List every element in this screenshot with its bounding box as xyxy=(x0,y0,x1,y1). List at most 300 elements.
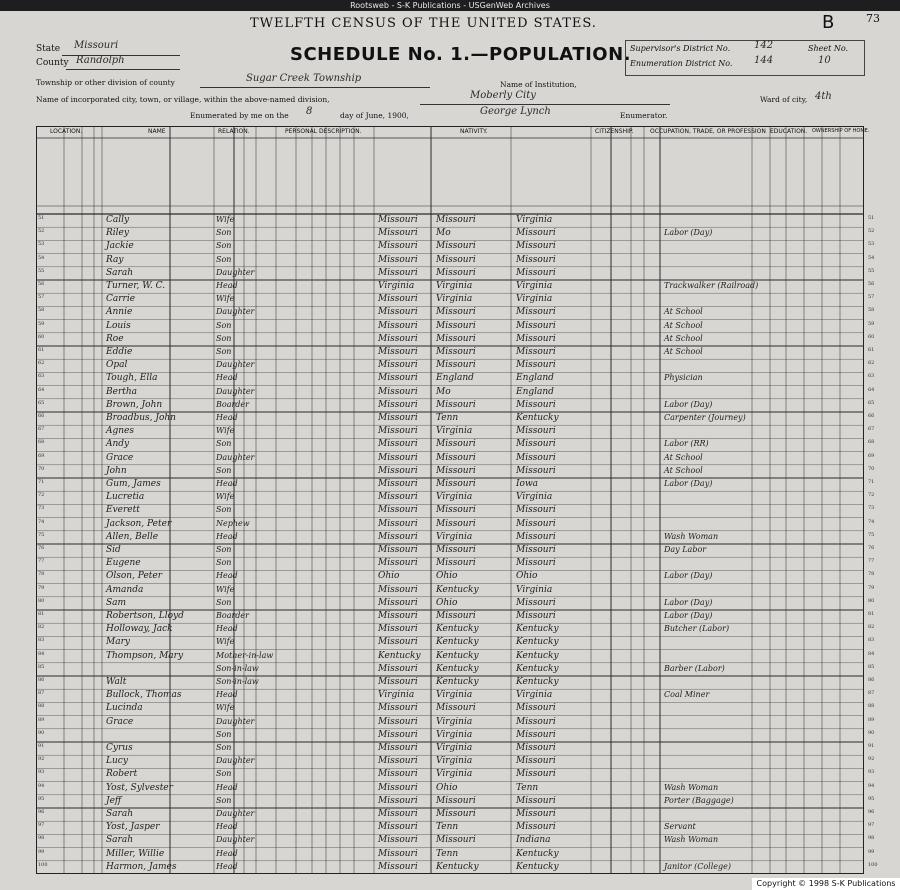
birthplace-cell: Missouri xyxy=(378,624,418,635)
row-number-right: 65 xyxy=(868,399,875,406)
person-name: Mary xyxy=(106,637,130,648)
birthplace-cell: Missouri xyxy=(378,809,418,819)
birthplace-cell: Missouri xyxy=(378,492,418,503)
birthplace-cell: Missouri xyxy=(378,545,418,555)
person-name: Allen, Belle xyxy=(106,531,159,542)
birthplace-cell: Missouri xyxy=(378,452,418,463)
mother-birthplace-cell: Kentucky xyxy=(516,677,559,687)
birthplace-cell: Missouri xyxy=(378,677,418,687)
mother-birthplace-cell: Missouri xyxy=(516,267,556,278)
row-number: 83 xyxy=(38,637,45,644)
birthplace-cell: Missouri xyxy=(378,795,418,806)
relation-cell: Head xyxy=(216,413,238,422)
father-birthplace-cell: Missouri xyxy=(436,360,476,371)
occupation-cell: Wash Woman xyxy=(664,835,719,845)
row-number: 53 xyxy=(38,241,45,248)
row-number-right: 87 xyxy=(868,690,875,697)
row-number: 65 xyxy=(38,399,45,406)
row-number-right: 84 xyxy=(868,650,875,657)
person-name: Bertha xyxy=(106,386,138,397)
mother-birthplace-cell: Missouri xyxy=(516,756,556,767)
row-number: 80 xyxy=(38,597,45,604)
person-name: Annie xyxy=(106,307,133,318)
relation-cell: Mother-in-law xyxy=(216,650,274,660)
row-number-right: 69 xyxy=(868,452,875,459)
relation-cell: Son xyxy=(216,254,232,264)
row-number-right: 70 xyxy=(868,465,875,472)
enumerated-label: Enumerated by me on the xyxy=(190,111,289,120)
father-birthplace-cell: Virginia xyxy=(436,690,473,701)
father-birthplace-cell: Missouri xyxy=(436,558,476,569)
row-number-right: 64 xyxy=(868,386,875,393)
row-number-right: 61 xyxy=(868,347,875,353)
relation-cell: Daughter xyxy=(216,386,255,396)
relation-cell: Son xyxy=(216,320,232,330)
person-name: Grace xyxy=(106,452,134,463)
father-birthplace-cell: Missouri xyxy=(436,307,476,318)
row-number-right: 60 xyxy=(868,333,875,340)
person-name: Lucretia xyxy=(106,492,145,503)
row-number-right: 93 xyxy=(868,769,875,776)
relation-cell: Son xyxy=(216,465,232,475)
father-birthplace-cell: Virginia xyxy=(436,729,473,740)
person-name: Amanda xyxy=(106,584,144,595)
relation-cell: Head xyxy=(216,861,238,871)
father-birthplace-cell: Ohio xyxy=(436,571,458,582)
father-birthplace-cell: Virginia xyxy=(436,531,473,542)
mother-birthplace-cell: Virginia xyxy=(516,294,553,305)
relation-cell: Son xyxy=(216,769,232,779)
sheet-value: 10 xyxy=(818,55,831,66)
mother-birthplace-cell: Missouri xyxy=(516,465,556,476)
birthplace-cell: Missouri xyxy=(378,584,418,595)
enumeration-value: 144 xyxy=(754,55,774,66)
township-line xyxy=(200,87,430,88)
occupation-cell: Labor (Day) xyxy=(664,597,713,607)
person-name: Broadbus, John xyxy=(106,413,176,423)
birthplace-cell: Missouri xyxy=(378,307,418,318)
row-number-right: 82 xyxy=(868,624,875,631)
institution-label: Name of Institution, xyxy=(500,80,577,89)
father-birthplace-cell: Kentucky xyxy=(436,650,479,661)
row-number-right: 56 xyxy=(868,281,875,287)
father-birthplace-cell: Ohio xyxy=(436,782,458,793)
birthplace-cell: Missouri xyxy=(378,399,418,410)
occupation-cell: Labor (Day) xyxy=(664,399,713,409)
father-birthplace-cell: Missouri xyxy=(436,611,476,621)
state-label: State xyxy=(36,44,61,54)
birthplace-cell: Missouri xyxy=(378,637,418,648)
father-birthplace-cell: Virginia xyxy=(436,743,473,753)
row-number-right: 91 xyxy=(868,743,875,749)
mother-birthplace-cell: Missouri xyxy=(516,809,556,819)
row-number: 86 xyxy=(38,677,45,683)
mother-birthplace-cell: Missouri xyxy=(516,241,556,252)
father-birthplace-cell: Virginia xyxy=(436,769,473,780)
row-number-right: 83 xyxy=(868,637,875,644)
birthplace-cell: Missouri xyxy=(378,729,418,740)
relation-cell: Daughter xyxy=(216,452,255,462)
father-birthplace-cell: Missouri xyxy=(436,465,476,476)
relation-cell: Son xyxy=(216,439,232,449)
father-birthplace-cell: Missouri xyxy=(436,809,476,819)
relation-cell: Wife xyxy=(216,703,235,713)
mother-birthplace-cell: Missouri xyxy=(516,347,556,357)
row-number: 87 xyxy=(38,690,45,697)
father-birthplace-cell: Kentucky xyxy=(436,861,479,872)
ward-value: 4th xyxy=(815,91,832,102)
person-name: Roe xyxy=(106,333,124,344)
row-number-right: 96 xyxy=(868,809,875,815)
row-number: 88 xyxy=(38,703,45,710)
row-number-right: 59 xyxy=(868,320,875,327)
birthplace-cell: Missouri xyxy=(378,848,418,859)
person-name: Gum, James xyxy=(106,479,161,489)
birthplace-cell: Missouri xyxy=(378,267,418,278)
row-number: 92 xyxy=(38,756,45,763)
row-number: 95 xyxy=(38,795,45,802)
person-name: Eddie xyxy=(106,347,133,357)
person-name: Cyrus xyxy=(106,743,133,753)
father-birthplace-cell: Missouri xyxy=(436,347,476,357)
person-name: Agnes xyxy=(106,426,135,437)
row-number-right: 98 xyxy=(868,835,875,842)
row-number-right: 75 xyxy=(868,531,875,538)
row-number-right: 72 xyxy=(868,492,875,499)
person-name: Opal xyxy=(106,360,128,371)
county-label: County xyxy=(36,58,69,68)
person-name: Yost, Jasper xyxy=(106,822,160,833)
mother-birthplace-cell: Missouri xyxy=(516,795,556,806)
relation-cell: Son xyxy=(216,241,232,251)
row-number: 52 xyxy=(38,228,45,235)
mother-birthplace-cell: Missouri xyxy=(516,505,556,516)
occupation-cell: Carpenter (Journey) xyxy=(664,413,746,422)
relation-cell: Son xyxy=(216,347,232,356)
mother-birthplace-cell: Missouri xyxy=(516,439,556,450)
birthplace-cell: Missouri xyxy=(378,597,418,608)
ward-label: Ward of city, xyxy=(760,95,808,104)
birthplace-cell: Missouri xyxy=(378,782,418,793)
relation-cell: Boarder xyxy=(216,399,249,409)
birthplace-cell: Missouri xyxy=(378,386,418,397)
father-birthplace-cell: Mo xyxy=(436,228,451,239)
relation-cell: Son xyxy=(216,333,232,343)
relation-cell: Daughter xyxy=(216,716,255,726)
section-location: LOCATION. xyxy=(50,128,83,135)
row-number: 54 xyxy=(38,254,45,261)
relation-cell: Son xyxy=(216,795,232,805)
mother-birthplace-cell: Missouri xyxy=(516,597,556,608)
row-number-right: 66 xyxy=(868,413,875,419)
birthplace-cell: Missouri xyxy=(378,822,418,833)
relation-cell: Daughter xyxy=(216,835,255,845)
person-name: Miller, Willie xyxy=(106,848,165,859)
father-birthplace-cell: Missouri xyxy=(436,835,476,846)
relation-cell: Son xyxy=(216,558,232,568)
person-name: Sid xyxy=(106,545,121,555)
relation-cell: Nephew xyxy=(216,518,250,528)
mother-birthplace-cell: Missouri xyxy=(516,558,556,569)
incorporated-line xyxy=(420,104,670,105)
person-name: Jackson, Peter xyxy=(106,518,172,529)
row-number-right: 97 xyxy=(868,822,875,829)
father-birthplace-cell: Kentucky xyxy=(436,663,479,674)
father-birthplace-cell: Missouri xyxy=(436,320,476,331)
row-number-right: 67 xyxy=(868,426,875,433)
father-birthplace-cell: Kentucky xyxy=(436,584,479,595)
row-number: 56 xyxy=(38,281,45,287)
mother-birthplace-cell: Missouri xyxy=(516,611,556,621)
row-number-right: 94 xyxy=(868,782,875,789)
birthplace-cell: Missouri xyxy=(378,373,418,384)
father-birthplace-cell: Ohio xyxy=(436,597,458,608)
birthplace-cell: Missouri xyxy=(378,439,418,450)
state-value: Missouri xyxy=(74,40,119,51)
row-number: 96 xyxy=(38,809,45,815)
father-birthplace-cell: Missouri xyxy=(436,215,476,225)
relation-cell: Head xyxy=(216,571,238,581)
occupation-cell: Labor (Day) xyxy=(664,479,713,488)
relation-cell: Wife xyxy=(216,492,235,502)
enumerated-day: 8 xyxy=(306,106,313,117)
mother-birthplace-cell: Tenn xyxy=(516,782,539,793)
row-number-right: 76 xyxy=(868,545,875,551)
row-number: 75 xyxy=(38,531,45,538)
mother-birthplace-cell: Kentucky xyxy=(516,624,559,635)
father-birthplace-cell: Missouri xyxy=(436,254,476,265)
person-name: Lucy xyxy=(106,756,128,767)
birthplace-cell: Kentucky xyxy=(378,650,421,661)
row-number-right: 73 xyxy=(868,505,875,512)
father-birthplace-cell: Tenn xyxy=(436,848,459,859)
father-birthplace-cell: Missouri xyxy=(436,267,476,278)
row-number-right: 54 xyxy=(868,254,875,261)
row-number: 74 xyxy=(38,518,45,525)
occupation-cell: At School xyxy=(664,347,703,356)
row-number: 64 xyxy=(38,386,45,393)
birthplace-cell: Missouri xyxy=(378,716,418,727)
father-birthplace-cell: Missouri xyxy=(436,333,476,344)
row-number: 55 xyxy=(38,267,45,274)
section-education: EDUCATION. xyxy=(770,128,808,135)
birthplace-cell: Missouri xyxy=(378,320,418,331)
row-number: 58 xyxy=(38,307,45,314)
person-name: Cally xyxy=(106,215,130,225)
birthplace-cell: Missouri xyxy=(378,294,418,305)
row-number-right: 74 xyxy=(868,518,875,525)
row-number: 63 xyxy=(38,373,45,380)
mother-birthplace-cell: Ohio xyxy=(516,571,538,582)
birthplace-cell: Missouri xyxy=(378,663,418,674)
mother-birthplace-cell: Kentucky xyxy=(516,848,559,859)
mother-birthplace-cell: Kentucky xyxy=(516,663,559,674)
row-number: 67 xyxy=(38,426,45,433)
person-name: Harmon, James xyxy=(106,861,177,872)
birthplace-cell: Missouri xyxy=(378,254,418,265)
enumerator-label: Enumerator. xyxy=(620,111,668,120)
person-name: Thompson, Mary xyxy=(106,650,184,661)
father-birthplace-cell: Tenn xyxy=(436,413,459,423)
person-name: Robert xyxy=(106,769,138,780)
mother-birthplace-cell: Missouri xyxy=(516,716,556,727)
birthplace-cell: Missouri xyxy=(378,360,418,371)
sheet-letter: B xyxy=(822,12,835,33)
person-name: Eugene xyxy=(106,558,141,569)
row-number-right: 81 xyxy=(868,611,875,617)
row-number-right: 52 xyxy=(868,228,875,235)
row-number-right: 51 xyxy=(868,215,875,221)
relation-cell: Son xyxy=(216,505,232,515)
mother-birthplace-cell: Missouri xyxy=(516,426,556,437)
relation-cell: Son-in-law xyxy=(216,663,259,673)
person-name: Louis xyxy=(106,320,131,331)
row-number-right: 53 xyxy=(868,241,875,248)
birthplace-cell: Missouri xyxy=(378,756,418,767)
relation-cell: Daughter xyxy=(216,360,255,370)
row-number: 71 xyxy=(38,479,45,485)
father-birthplace-cell: Missouri xyxy=(436,795,476,806)
section-relation: RELATION. xyxy=(218,128,250,135)
row-number-right: 78 xyxy=(868,571,875,578)
mother-birthplace-cell: Missouri xyxy=(516,399,556,410)
birthplace-cell: Missouri xyxy=(378,413,418,423)
mother-birthplace-cell: Missouri xyxy=(516,452,556,463)
relation-cell: Daughter xyxy=(216,267,255,277)
occupation-cell: Wash Woman xyxy=(664,782,719,792)
father-birthplace-cell: Kentucky xyxy=(436,624,479,635)
father-birthplace-cell: Virginia xyxy=(436,492,473,503)
mother-birthplace-cell: Missouri xyxy=(516,518,556,529)
occupation-cell: At School xyxy=(664,452,703,462)
father-birthplace-cell: Missouri xyxy=(436,399,476,410)
row-number-right: 89 xyxy=(868,716,875,723)
relation-cell: Son-in-law xyxy=(216,677,259,686)
person-name: Jeff xyxy=(106,795,122,806)
township-value: Sugar Creek Township xyxy=(246,73,362,84)
mother-birthplace-cell: Missouri xyxy=(516,320,556,331)
occupation-cell: Janitor (College) xyxy=(664,861,731,871)
person-name: Sarah xyxy=(106,835,133,846)
person-name: Walt xyxy=(106,677,127,687)
occupation-cell: At School xyxy=(664,333,703,343)
row-number: 81 xyxy=(38,611,45,617)
row-number-right: 92 xyxy=(868,756,875,763)
row-number: 66 xyxy=(38,413,45,419)
birthplace-cell: Missouri xyxy=(378,835,418,846)
birthplace-cell: Missouri xyxy=(378,769,418,780)
row-number: 68 xyxy=(38,439,45,446)
person-name: Sam xyxy=(106,597,127,608)
mother-birthplace-cell: Iowa xyxy=(516,479,539,489)
relation-cell: Head xyxy=(216,531,238,541)
enumeration-label: Enumeration District No. xyxy=(630,59,733,68)
person-name: John xyxy=(106,465,127,476)
father-birthplace-cell: Mo xyxy=(436,386,451,397)
row-number: 79 xyxy=(38,584,45,591)
row-number: 93 xyxy=(38,769,45,776)
row-number-right: 95 xyxy=(868,795,875,802)
mother-birthplace-cell: Missouri xyxy=(516,228,556,239)
birthplace-cell: Missouri xyxy=(378,518,418,529)
relation-cell: Wife xyxy=(216,584,235,594)
birthplace-cell: Missouri xyxy=(378,479,418,489)
row-number: 98 xyxy=(38,835,45,842)
township-label: Township or other division of county xyxy=(36,78,175,87)
occupation-cell: Physician xyxy=(664,373,703,383)
mother-birthplace-cell: Missouri xyxy=(516,307,556,318)
relation-cell: Head xyxy=(216,479,238,488)
father-birthplace-cell: Virginia xyxy=(436,294,473,305)
relation-cell: Boarder xyxy=(216,611,249,620)
incorporated-value: Moberly City xyxy=(470,90,536,101)
row-number: 82 xyxy=(38,624,45,631)
relation-cell: Son xyxy=(216,743,232,752)
row-number: 51 xyxy=(38,215,45,221)
person-name: Robertson, Lloyd xyxy=(106,611,184,621)
row-number: 99 xyxy=(38,848,45,855)
person-name: Ray xyxy=(106,254,124,265)
row-number: 78 xyxy=(38,571,45,578)
father-birthplace-cell: Virginia xyxy=(436,281,473,291)
row-number-right: 77 xyxy=(868,558,875,565)
birthplace-cell: Virginia xyxy=(378,281,415,291)
row-number-right: 79 xyxy=(868,584,875,591)
birthplace-cell: Missouri xyxy=(378,531,418,542)
row-number: 62 xyxy=(38,360,45,367)
person-name: Carrie xyxy=(106,294,136,305)
relation-cell: Head xyxy=(216,782,238,792)
father-birthplace-cell: Missouri xyxy=(436,241,476,252)
occupation-cell: Labor (Day) xyxy=(664,611,713,620)
father-birthplace-cell: Tenn xyxy=(436,822,459,833)
father-birthplace-cell: England xyxy=(436,373,474,384)
row-number: 61 xyxy=(38,347,45,353)
day-label: day of June, 1900, xyxy=(340,111,409,120)
father-birthplace-cell: Missouri xyxy=(436,452,476,463)
mother-birthplace-cell: Indiana xyxy=(516,835,551,846)
section-citizenship: CITIZENSHIP. xyxy=(595,128,634,135)
row-number: 73 xyxy=(38,505,45,512)
mother-birthplace-cell: Missouri xyxy=(516,743,556,753)
mother-birthplace-cell: Virginia xyxy=(516,584,553,595)
occupation-cell: At School xyxy=(664,320,703,330)
relation-cell: Son xyxy=(216,545,232,554)
section-personal: PERSONAL DESCRIPTION. xyxy=(285,128,362,135)
row-number-right: 86 xyxy=(868,677,875,683)
father-birthplace-cell: Missouri xyxy=(436,505,476,516)
row-number-right: 88 xyxy=(868,703,875,710)
mother-birthplace-cell: Kentucky xyxy=(516,413,559,423)
relation-cell: Wife xyxy=(216,215,235,224)
copyright-footer: Copyright © 1998 S-K Publications xyxy=(752,878,900,890)
birthplace-cell: Missouri xyxy=(378,703,418,714)
row-number: 69 xyxy=(38,452,45,459)
person-name: Olson, Peter xyxy=(106,571,163,582)
father-birthplace-cell: Missouri xyxy=(436,703,476,714)
row-number: 84 xyxy=(38,650,45,657)
row-number-right: 100 xyxy=(868,861,878,868)
occupation-cell: Labor (RR) xyxy=(664,439,709,449)
person-name: Brown, John xyxy=(106,399,163,410)
section-ownership: OWNERSHIP OF HOME. xyxy=(812,128,870,134)
relation-cell: Head xyxy=(216,848,238,858)
relation-cell: Head xyxy=(216,690,238,700)
enumerator-value: George Lynch xyxy=(480,106,551,117)
relation-cell: Wife xyxy=(216,294,235,304)
row-number-right: 55 xyxy=(868,267,875,274)
birthplace-cell: Missouri xyxy=(378,505,418,516)
